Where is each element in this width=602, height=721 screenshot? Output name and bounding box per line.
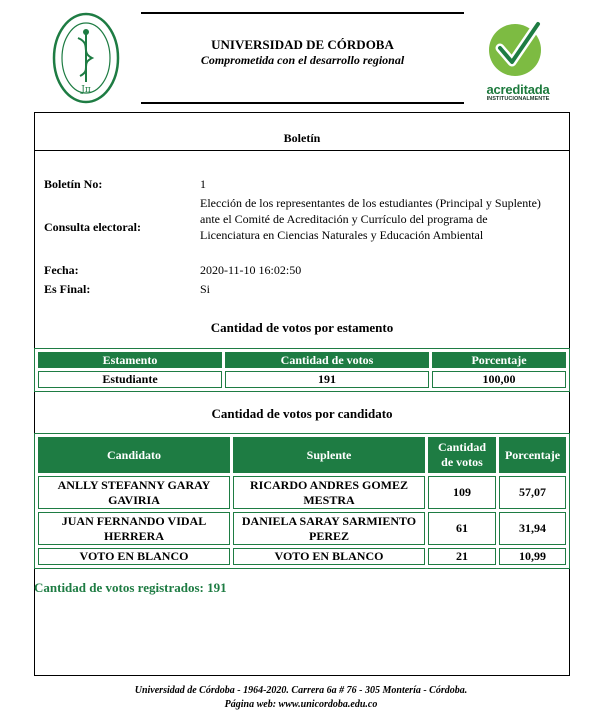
table-row — [38, 512, 566, 545]
table-header: Suplente — [233, 437, 425, 473]
field-label-date: Fecha: — [44, 263, 79, 277]
table-header: Estamento — [38, 352, 222, 368]
table-cell: 21 — [428, 548, 496, 565]
table-cell: 109 — [428, 476, 496, 509]
table-cell: VOTO EN BLANCO — [233, 548, 425, 565]
total-votes-text: Cantidad de votos registrados: 191 — [34, 580, 227, 595]
footer-address: Universidad de Córdoba - 1964-2020. Carrera 6a # 76 - 305 Montería - Córdoba. — [134, 685, 468, 696]
table-cell: 10,99 — [499, 548, 566, 565]
table-row — [38, 371, 566, 388]
estamento-table — [34, 348, 570, 392]
table-header: Porcentaje — [499, 437, 566, 473]
table-cell: Estudiante — [38, 371, 222, 388]
bulletin-heading: Boletín — [35, 113, 569, 151]
table-cell: VOTO EN BLANCO — [38, 548, 230, 565]
university-name: UNIVERSIDAD DE CÓRDOBA — [211, 37, 394, 52]
accreditation-label: acreditada — [486, 82, 550, 97]
table-cell: RICARDO ANDRES GOMEZ MESTRA — [233, 476, 425, 509]
table-cell: 100,00 — [432, 371, 566, 388]
section-title-candidatos: Cantidad de votos por candidato — [211, 406, 393, 421]
university-seal-logo — [52, 12, 120, 104]
field-value-number: 1 — [200, 177, 206, 191]
field-value-consultation: Elección de los representantes de los estudiantes (Principal y Suplente) ante el Comité de Acreditación y Currículo del programa de Licenciatura en Ciencias Naturales y Educación Ambiental — [200, 196, 541, 242]
table-header: Cantidad de votos — [428, 437, 496, 473]
table-header: Cantidad de votos — [225, 352, 429, 368]
header-bottom-rule — [141, 102, 464, 104]
section-title-estamento: Cantidad de votos por estamento — [210, 320, 394, 335]
field-label-number: Boletín No: — [44, 177, 103, 191]
table-cell: ANLLY STEFANNY GARAY GAVIRIA — [38, 476, 230, 509]
table-cell: JUAN FERNANDO VIDAL HERRERA — [38, 512, 230, 545]
footer-website: Página web: www.unicordoba.edu.co — [224, 699, 378, 710]
table-cell: 191 — [225, 371, 429, 388]
table-header: Porcentaje — [432, 352, 566, 368]
table-cell: DANIELA SARAY SARMIENTO PEREZ — [233, 512, 425, 545]
field-value-final: Si — [200, 282, 211, 296]
table-row — [38, 476, 566, 509]
header-top-rule — [141, 12, 464, 14]
accreditation-sublabel: INSTITUCIONALMENTE — [486, 96, 550, 102]
field-value-date: 2020-11-10 16:02:50 — [200, 263, 302, 277]
field-label-final: Es Final: — [44, 282, 91, 296]
table-cell: 57,07 — [499, 476, 566, 509]
svg-text:Jπ: Jπ — [81, 85, 91, 95]
university-tagline: Comprometida con el desarrollo regional — [200, 53, 405, 67]
table-row — [38, 548, 566, 565]
field-label-consultation: Consulta electoral: — [44, 220, 141, 234]
table-cell: 31,94 — [499, 512, 566, 545]
table-cell: 61 — [428, 512, 496, 545]
table-header: Candidato — [38, 437, 230, 473]
candidatos-table — [34, 433, 570, 569]
